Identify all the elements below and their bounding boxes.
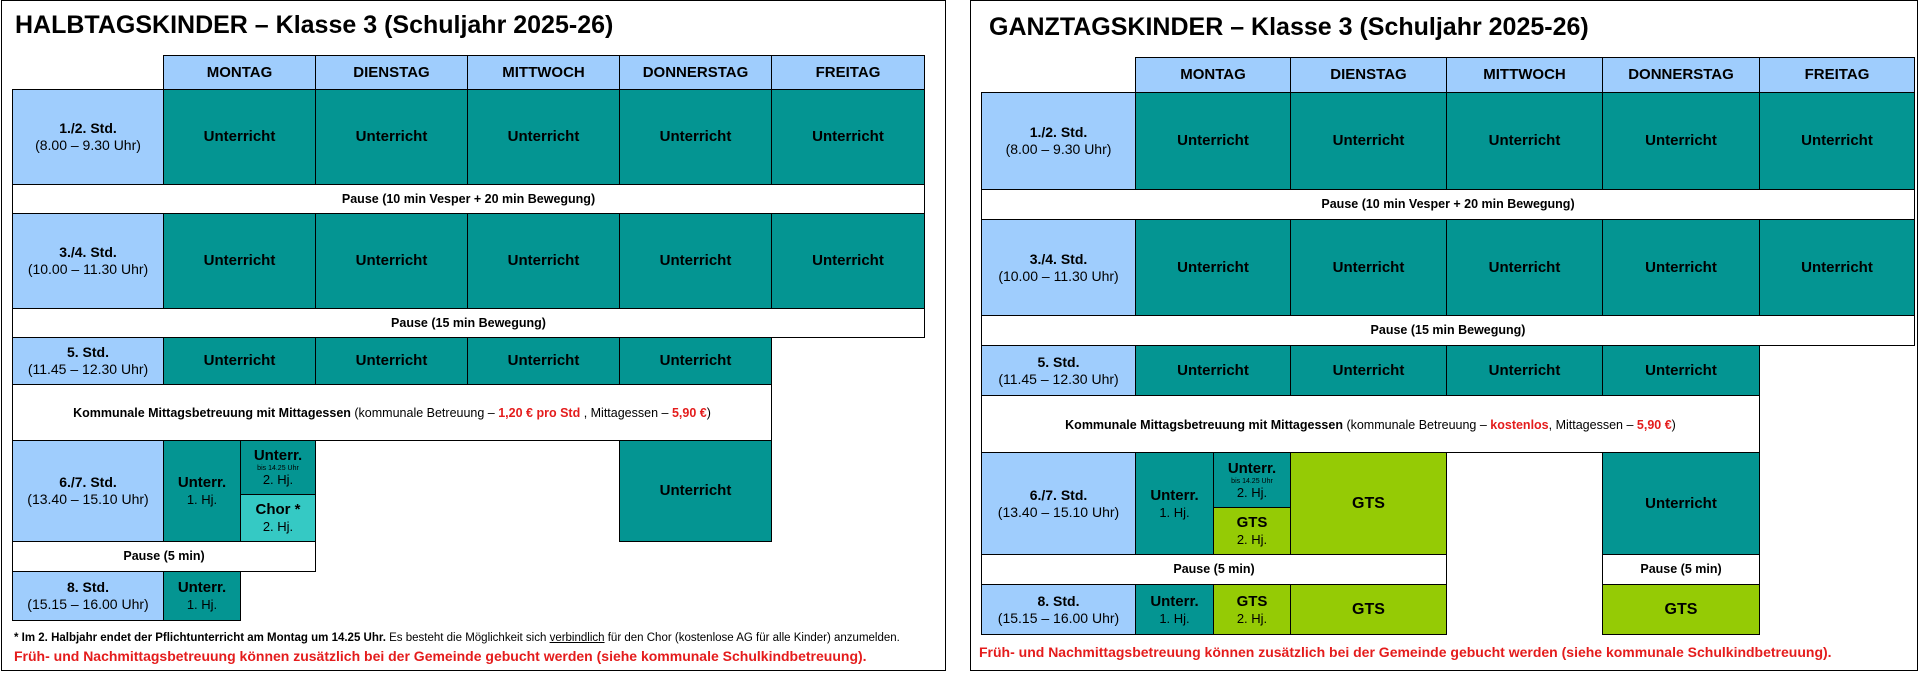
unterr-label: Unterr. [1150,486,1199,504]
mittag-title: Kommunale Mittagsbetreuung mit Mittagessen [73,406,351,420]
lesson-cell: Unterricht [1759,219,1915,316]
lesson-cell: Unterricht [163,337,316,385]
header-montag: MONTAG [163,55,316,90]
slot-label: 1./2. Std. [59,120,117,137]
pause-row: Pause (5 min) [981,554,1447,585]
gts-cell: GTS [1602,584,1760,635]
footer-note: Früh- und Nachmittagsbetreuung können zusätzlich bei der Gemeinde gebucht werden (siehe kommunale Schulkindbetreuung). [14,648,867,664]
footnote-bold: * Im 2. Halbjahr endet der Pflichtunterricht am Montag um 14.25 Uhr. [14,632,386,644]
lesson-cell: Unterricht [1135,92,1291,190]
slot-label: 8. Std. [66,579,109,596]
hj1-label: 1. Hj. [186,597,218,613]
lesson-cell: Unterricht [1602,452,1760,555]
slot-1-2 [12,89,164,185]
hj2-label: 2. Hj. [262,472,294,488]
mittag-mid: , Mittagessen – [580,406,672,420]
footnote-underline: verbindlich [549,632,605,644]
lesson-cell: Unterricht [1290,345,1447,396]
halbtag-title: HALBTAGSKINDER – Klasse 3 (Schuljahr 2025-26) [15,11,614,39]
pause-row: Pause (15 min Bewegung) [12,308,925,338]
lesson-cell: Unterricht [163,89,316,185]
lesson-cell: Unterricht [315,337,468,385]
header-freitag: FREITAG [771,55,925,90]
slot-label: 1./2. Std. [1029,124,1088,141]
slot-time: (10.00 – 11.30 Uhr) [998,267,1119,284]
mittag-price: 1,20 € pro Std [498,406,581,420]
chor-label: Chor * [255,501,301,519]
slot-label: 5. Std. [1037,353,1080,370]
gts-cell-hj2 [1213,507,1291,555]
header-freitag: FREITAG [1759,57,1915,93]
mittagsbetreuung-row [12,384,772,441]
lesson-cell: Unterricht [1135,219,1291,316]
ganztag-panel [970,0,1918,671]
gts-cell: GTS [1290,452,1447,555]
slot-time: (13.40 – 15.10 Uhr) [27,491,149,507]
hj2-label: 2. Hj. [1236,484,1268,500]
slot-6-7 [12,440,164,542]
slot-time: (11.45 – 12.30 Uhr) [998,370,1119,387]
lesson-cell: Unterricht [467,337,620,385]
slot-time: (11.45 – 12.30 Uhr) [27,361,149,377]
lesson-cell: Unterricht [1602,219,1760,316]
lesson-cell-hj1 [163,440,241,542]
bis-label: bis 14.25 Uhr [1231,477,1273,485]
pause-row: Pause (5 min) [12,541,316,572]
hj1-label: 1. Hj. [1159,504,1190,520]
slot-time: (8.00 – 9.30 Uhr) [1005,141,1112,157]
lesson-cell: Unterricht [315,213,468,309]
lesson-cell: Unterricht [619,89,772,185]
slot-time: (8.00 – 9.30 Uhr) [35,137,141,153]
header-mittwoch: MITTWOCH [467,55,620,90]
slot-label: 3./4. Std. [1029,250,1088,267]
lesson-cell: Unterricht [1290,219,1447,316]
lesson-cell: Unterricht [163,213,316,309]
footnote-text-2: für den Chor (kostenlose AG für alle Kinder) anzumelden. [604,632,900,644]
slot-8 [981,584,1136,635]
lesson-cell-hj2 [240,440,316,495]
slot-5 [12,337,164,385]
mittag-price: kostenlos [1490,418,1549,432]
slot-label: 8. Std. [1037,592,1080,609]
lesson-cell: Unterricht [1446,219,1603,316]
slot-time: (15.15 – 16.00 Uhr) [997,609,1120,626]
slot-5 [981,345,1136,396]
footnote [14,632,900,644]
hj2-label: 2. Hj. [1236,610,1268,626]
header-donnerstag: DONNERSTAG [619,55,772,90]
lesson-cell: Unterricht [619,337,772,385]
lesson-cell: Unterricht [1446,345,1603,396]
lesson-cell: Unterricht [619,213,772,309]
hj2-label: 2. Hj. [1236,532,1268,548]
lesson-cell: Unterricht [1759,92,1915,190]
hj2-label: 2. Hj. [262,519,294,535]
gts-label: GTS [1236,592,1268,610]
slot-time: (15.15 – 16.00 Uhr) [27,596,149,612]
slot-label: 6./7. Std. [59,474,117,491]
mittag-meal-price: 5,90 € [671,406,707,420]
ganztag-title: GANZTAGSKINDER – Klasse 3 (Schuljahr 2025-26) [989,13,1589,41]
chor-cell [240,494,316,542]
lesson-cell: Unterricht [1446,92,1603,190]
lesson-cell: Unterricht [1602,92,1760,190]
mittag-mid: , Mittagessen – [1548,418,1637,432]
pause-row: Pause (10 min Vesper + 20 min Bewegung) [981,189,1915,220]
gts-label: GTS [1236,514,1268,532]
lesson-cell: Unterricht [315,89,468,185]
header-montag: MONTAG [1135,57,1291,93]
slot-8 [12,571,164,621]
header-donnerstag: DONNERSTAG [1602,57,1760,93]
header-mittwoch: MITTWOCH [1446,57,1603,93]
pause-row: Pause (15 min Bewegung) [981,315,1915,346]
lesson-cell: Unterricht [467,89,620,185]
unterr-label: Unterr. [177,474,227,492]
header-dienstag: DIENSTAG [1290,57,1447,93]
slot-label: 6./7. Std. [1029,486,1088,503]
mittag-meal-price: 5,90 € [1636,418,1672,432]
footer-note: Früh- und Nachmittagsbetreuung können zusätzlich bei der Gemeinde gebucht werden (siehe kommunale Schulkindbetreuung). [979,644,1832,660]
lesson-cell: Unterricht [1290,92,1447,190]
footnote-text-1: Es besteht die Möglichkeit sich [385,632,550,644]
hj1-label: 1. Hj. [186,492,218,508]
mittag-post: ) [706,406,711,420]
slot-6-7 [981,452,1136,555]
lesson-cell-hj1 [1135,452,1214,555]
slot-3-4 [981,219,1136,316]
gts-cell: GTS [1290,584,1447,635]
pause-row: Pause (10 min Vesper + 20 min Bewegung) [12,184,925,214]
bis-label: bis 14.25 Uhr [257,465,299,473]
unterr-label: Unterr. [253,447,303,465]
unterr-label: Unterr. [1227,459,1277,477]
mittag-pre: (kommunale Betreuung – [350,406,499,420]
lesson-cell: Unterricht [467,213,620,309]
mittag-pre: (kommunale Betreuung – [1342,418,1491,432]
slot-label: 5. Std. [66,344,109,361]
slot-time: (10.00 – 11.30 Uhr) [27,261,149,277]
unterr-label: Unterr. [1150,592,1199,610]
lesson-cell: Unterricht [1602,345,1760,396]
mittag-title: Kommunale Mittagsbetreuung mit Mittagessen [1065,418,1343,432]
lesson-cell-hj2 [1213,452,1291,508]
hj1-label: 1. Hj. [1159,610,1190,626]
mittag-post: ) [1671,418,1676,432]
halbtag-panel [1,0,946,671]
mittagsbetreuung-row [981,395,1760,453]
slot-time: (13.40 – 15.10 Uhr) [997,503,1120,520]
gts-cell-hj2 [1213,584,1291,635]
unterr-label: Unterr. [177,579,227,597]
lesson-cell: Unterricht [619,440,772,542]
lesson-cell: Unterricht [771,213,925,309]
lesson-cell: Unterricht [1135,345,1291,396]
lesson-cell-hj1 [163,571,241,621]
slot-label: 3./4. Std. [59,244,117,261]
pause-row: Pause (5 min) [1602,554,1760,585]
lesson-cell-hj1 [1135,584,1214,635]
slot-3-4 [12,213,164,309]
header-dienstag: DIENSTAG [315,55,468,90]
slot-1-2 [981,92,1136,190]
lesson-cell: Unterricht [771,89,925,185]
